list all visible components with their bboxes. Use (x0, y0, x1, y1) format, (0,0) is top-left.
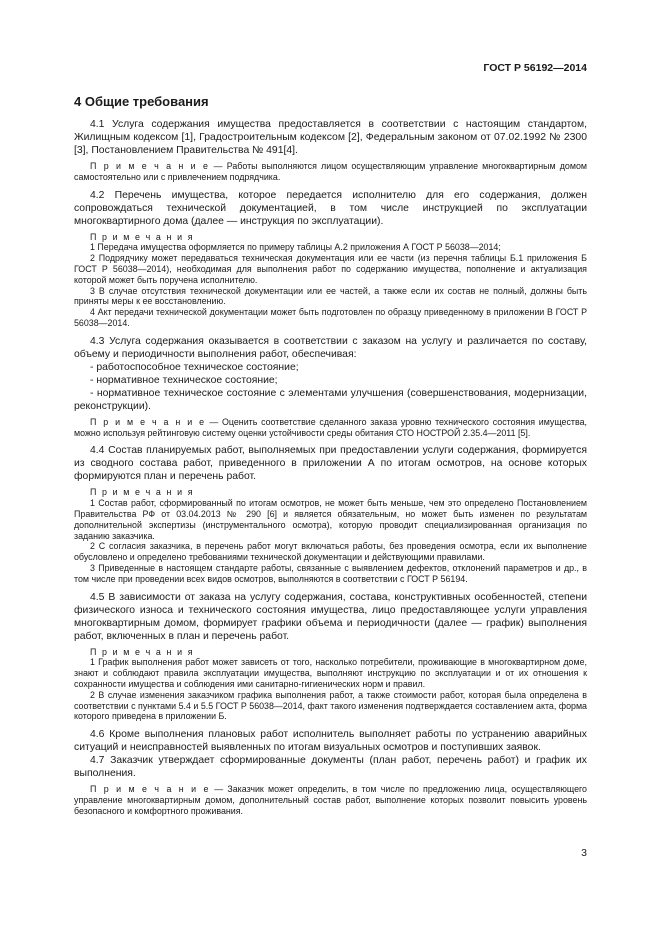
note-text: — Работы выполняются лицом осуществляющим управление многоквартирным домом самостоятельно или с привлечением подрядчика. (74, 161, 587, 182)
note-item: 1 Состав работ, сформированный по итогам осмотров, не может быть меньше, чем это определено Постановлением Правительства РФ от 03.04.2013 № 290 [6] и является обязательным, но может быть изменен по результатам дополнительной экспертизы (инструментального осмотра), которую проводит специализированная организация по заданию заказчика. (74, 498, 587, 541)
note-text: — Заказчик может определить, в том числе по предложению лица, осуществляющего управление многоквартирным домом, дополнительный состав работ, выполнение которых позволит повысить уровень безопасного и комфортного проживания. (74, 784, 587, 816)
note-item: 4 Акт передачи технической документации может быть подготовлен по образцу приведенному в приложении В ГОСТ Р 56038—2014. (74, 307, 587, 328)
notes-label: П р и м е ч а н и я (90, 231, 195, 242)
paragraph-4-3: 4.3 Услуга содержания оказывается в соответствии с заказом на услугу и различается по составу, объему и периодичности выполнения работ, обеспечивая: (74, 335, 587, 360)
list-item: - нормативное техническое состояние; (90, 374, 278, 386)
paragraph-4-7: 4.7 Заказчик утверждает сформированные документы (план работ, перечень работ) и график их выполнения. (74, 755, 587, 780)
note-item: 1 Передача имущества оформляется по примеру таблицы А.2 приложения А ГОСТ Р 56038—2014; (90, 242, 501, 253)
note-item: 3 В случае отсутствия технической документации или ее частей, а также если их состав не полный, должны быть приняты меры к ее восстановлению. (74, 285, 587, 307)
note-item: 2 С согласия заказчика, в перечень работ могут включаться работы, без проведения осмотра, если их выполнение обусловлено и определено требованиями технической документации и действующими правилами. (74, 541, 587, 563)
list-item: - нормативное техническое состояние с элементами улучшения (совершенствования, модернизации, реконструкции). (74, 387, 587, 412)
notes-label: П р и м е ч а н и я (90, 487, 195, 498)
notes-label: П р и м е ч а н и я (90, 646, 195, 657)
paragraph-4-5: 4.5 В зависимости от заказа на услугу содержания, состава, конструктивных особенностей, степени физического износа и технического состояния имущества, лицо предоставляющее услуги управления многоквартирным домом, формирует графики объема и периодичности (далее — график) выполнения работ, включенных в план и перечень работ. (74, 591, 587, 642)
paragraph-4-6: 4.6 Кроме выполнения плановых работ исполнитель выполняет работы по устранению аварийных ситуаций и неисправностей выявленных по итогам визуальных осмотров и поступивших заявок. (74, 729, 587, 754)
note-4-7 (74, 784, 587, 816)
note-label: П р и м е ч а н и е (90, 161, 210, 171)
note-item: 2 Подрядчику может передаваться техническая документация или ее части (из перечня таблицы Б.1 приложения Б ГОСТ Р 56038—2014), необходимая для выполнения работ по содержанию имущества, пополнение и актуализация которой может быть поручена исполнителю. (74, 253, 587, 285)
note-4-1 (74, 161, 587, 183)
paragraph-4-2: 4.2 Перечень имущества, которое передается исполнителю для его содержания, должен сопровождаться технической документацией, в том числе инструкцией по эксплуатации многоквартирного дома (далее — инструкция по эксплуатации). (74, 189, 587, 227)
note-text: — Оценить соответствие сделанного заказа уровню технического состояния имущества, можно используя рейтинговую систему оценки устойчивости среды обитания СТО НОСТРОЙ 2.35.4—2011 [5]. (74, 416, 587, 438)
section-title: 4 Общие требования (74, 94, 209, 109)
note-item: 2 В случае изменения заказчиком графика выполнения работ, а также стоимости работ, которая была определена в соответствии с пунктами 5.4 и 5.5 ГОСТ Р 56038—2014, факт такого изменения подтверждается составлением акта, форма которого приведена в приложении Б. (74, 689, 587, 722)
document-body (74, 94, 587, 817)
note-item: 1 График выполнения работ может зависеть от того, насколько потребители, проживающие в многоквартирном доме, знают и соблюдают правила эксплуатации имущества, выполняют инструкцию по эксплуатации и от их отношения к сохранности имущества и соблюдения ими санитарно-гигиенических норм и правил. (74, 657, 587, 689)
list-item: - работоспособное техническое состояние; (90, 361, 299, 373)
note-label: П р и м е ч а н и е (90, 784, 211, 795)
note-4-3 (74, 417, 587, 439)
paragraph-4-1: 4.1 Услуга содержания имущества предоставляется в соответствии с настоящим стандартом, Жилищным кодексом [1], Градостроительным кодексом [2], Федеральным законом от 07.02.1992 № 2300 [3], Постановлением Правительства № 491[4]. (74, 119, 587, 156)
page-number: 3 (581, 847, 587, 859)
note-label: П р и м е ч а н и е (90, 416, 206, 427)
document-code-header: ГОСТ Р 56192—2014 (483, 62, 587, 74)
note-item: 3 Приведенные в настоящем стандарте работы, связанные с выявлением дефектов, отклонений параметров и др., в том числе при проведении всех видов осмотров, выполняются в соответствии с ГОСТ Р 56194. (74, 562, 587, 584)
paragraph-4-4: 4.4 Состав планируемых работ, выполняемых при предоставлении услуги содержания, формируется из сводного состава работ, приведенного в приложении А по итогам осмотров, на основе которых формируются план и перечень работ. (74, 445, 587, 483)
